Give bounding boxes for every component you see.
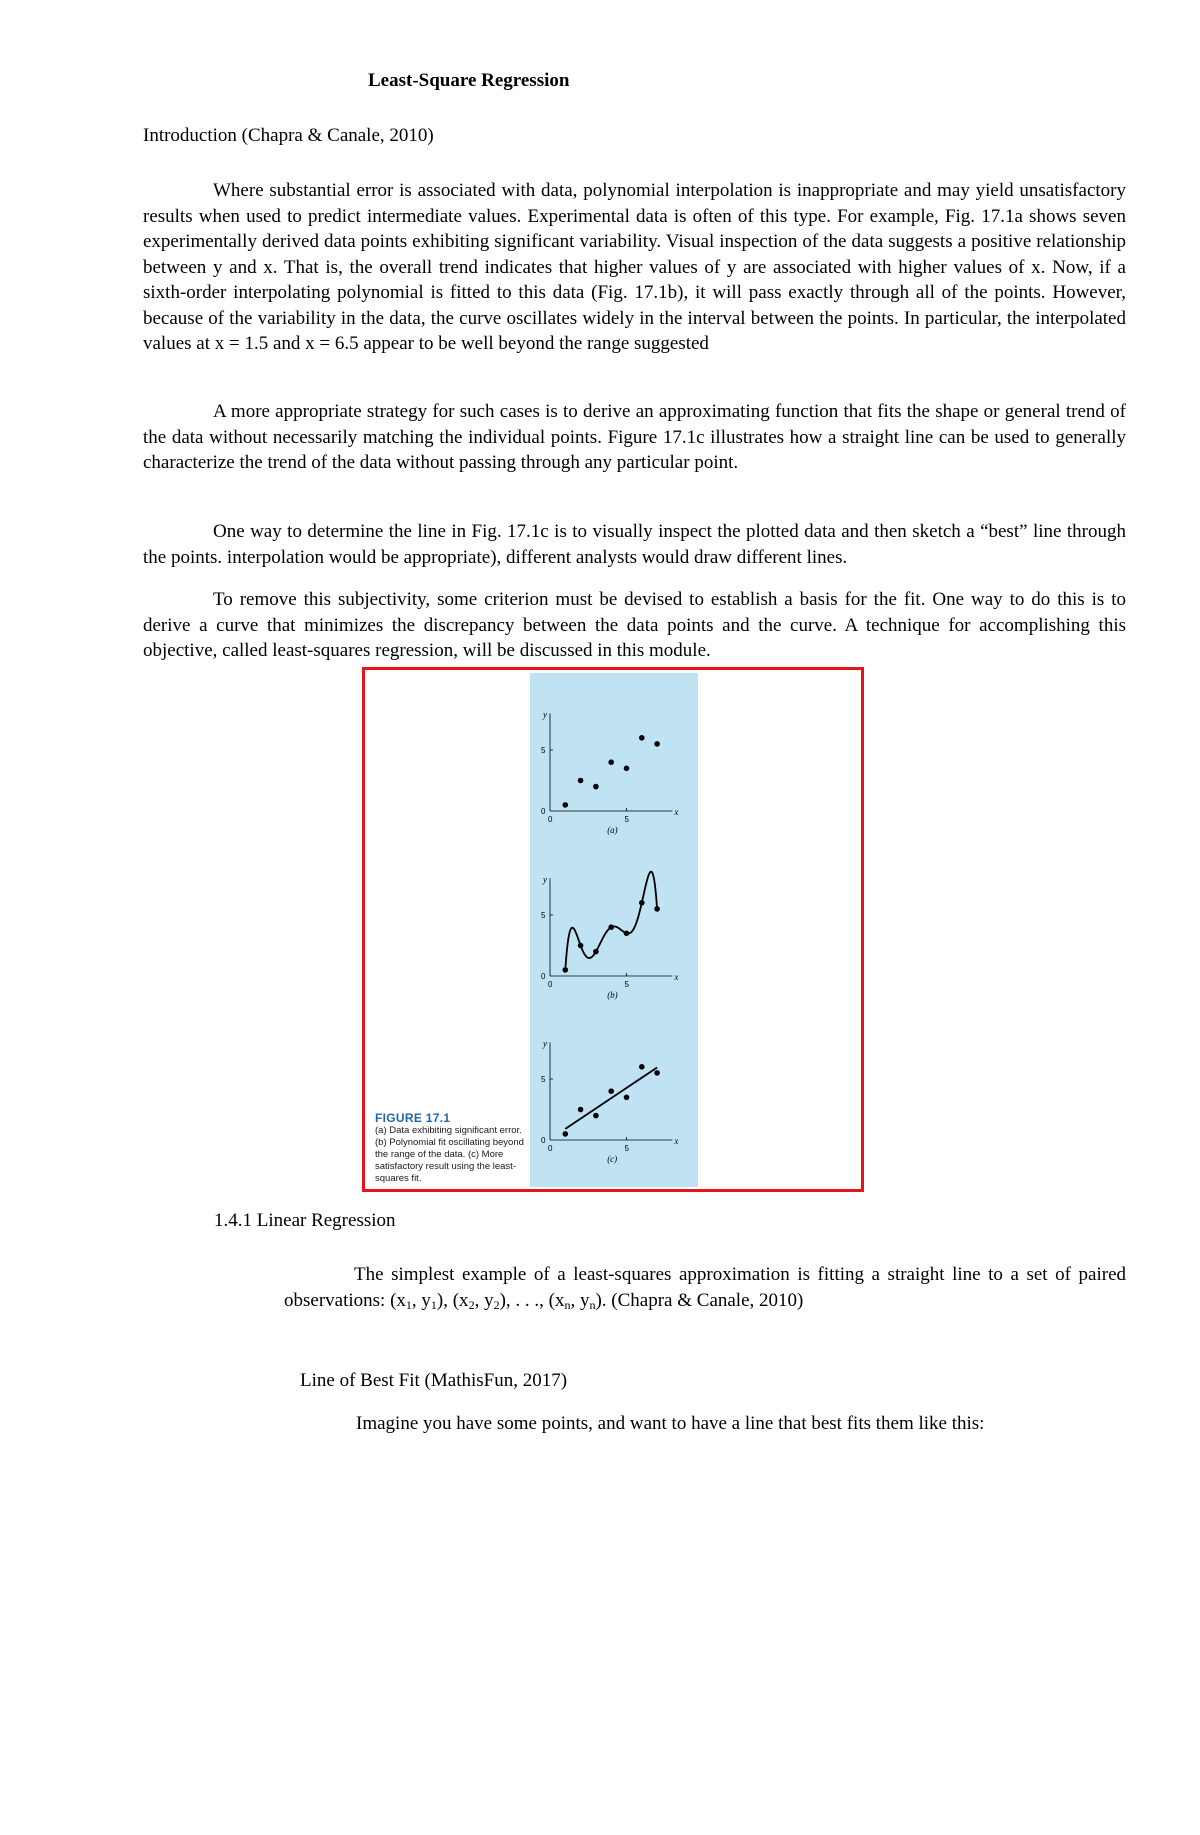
figure-panel xyxy=(530,673,698,1187)
intro-heading: Introduction (Chapra & Canale, 2010) xyxy=(143,125,434,146)
linear-regression-paragraph: The simplest example of a least-squares approximation is fitting a straight line to a set of paired observations: ($x_1$, $y_1$), ($x_2$, $y_2$), . . ., ($x_n$, $y_n$). (Chapra & Canale, 2010) xyxy=(284,1264,1126,1312)
paragraph-2: A more appropriate strategy for such cases is to derive an approximating function that fits the shape or general trend of the data without necessarily matching the individual points. Figure 17.1c illustrates how a straight line can be used to generally characterize the trend of the data without passing through any particular point. xyxy=(143,401,1126,473)
data-point xyxy=(578,943,584,949)
data-point xyxy=(608,1088,614,1094)
panel-label: (c) xyxy=(607,1154,618,1164)
x-tick-label: 0 xyxy=(548,980,553,989)
y-tick-label: 5 xyxy=(541,911,546,920)
data-point xyxy=(639,735,645,741)
y-tick-label: 0 xyxy=(541,1136,546,1145)
data-point xyxy=(578,1107,584,1113)
y-axis-label: y xyxy=(543,874,547,885)
paragraph-3: One way to determine the line in Fig. 17.1c is to visually inspect the plotted data and then sketch a “best” line through the points. interpolation would be appropriate), different analysts would draw different lines. xyxy=(143,521,1126,568)
data-point xyxy=(654,741,660,747)
panel-label: (a) xyxy=(607,825,618,835)
section-heading: 1.4.1 Linear Regression xyxy=(214,1210,396,1231)
x-axis-label: x xyxy=(674,1136,679,1146)
data-point xyxy=(654,1070,660,1076)
figure-caption-text: (a) Data exhibiting significant error. (b) Polynomial fit oscillating beyond the range of the data. (c) More satisfactory result using the least-squares fit. xyxy=(375,1125,524,1184)
data-point xyxy=(624,1095,630,1101)
x-tick-label: 0 xyxy=(548,1144,553,1153)
data-point xyxy=(639,1064,645,1070)
figure-17-1 xyxy=(362,667,864,1192)
y-tick-label: 5 xyxy=(541,746,546,755)
x-tick-label: 5 xyxy=(624,815,629,824)
data-point xyxy=(563,802,569,808)
x-tick-label: 0 xyxy=(548,815,553,824)
data-point xyxy=(593,784,599,790)
page-title: Least-Square Regression xyxy=(368,70,570,91)
data-point xyxy=(624,931,630,937)
y-axis-label: y xyxy=(543,709,547,720)
data-point xyxy=(608,759,614,765)
line-of-best-fit-heading: Line of Best Fit (MathisFun, 2017) xyxy=(300,1370,568,1391)
data-point xyxy=(654,906,660,912)
least-squares-line xyxy=(565,1067,657,1128)
x-axis-label: x xyxy=(674,807,679,817)
data-point xyxy=(593,1113,599,1119)
figure-plots xyxy=(530,673,698,1187)
figure-caption xyxy=(375,1111,525,1185)
x-tick-label: 5 xyxy=(624,980,629,989)
paragraph-4: To remove this subjectivity, some criterion must be devised to establish a basis for the fit. One way to do this is to derive a curve that minimizes the discrepancy between the data points and the curve. A technique for accomplishing this objective, called least-squares regression, will be discussed in this module. xyxy=(143,589,1126,661)
x-axis-label: x xyxy=(674,972,679,982)
panel-label: (b) xyxy=(607,990,618,1000)
x-tick-label: 5 xyxy=(624,1144,629,1153)
data-point xyxy=(639,900,645,906)
y-tick-label: 5 xyxy=(541,1075,546,1084)
polynomial-curve xyxy=(565,872,657,970)
data-point xyxy=(608,924,614,930)
y-tick-label: 0 xyxy=(541,807,546,816)
data-point xyxy=(563,967,569,973)
y-axis-label: y xyxy=(543,1038,547,1049)
imagine-paragraph: Imagine you have some points, and want to have a line that best fits them like this: xyxy=(356,1413,985,1434)
y-tick-label: 0 xyxy=(541,972,546,981)
data-point xyxy=(578,778,584,784)
data-point xyxy=(624,766,630,772)
data-point xyxy=(593,949,599,955)
data-point xyxy=(563,1131,569,1137)
figure-caption-title: FIGURE 17.1 xyxy=(375,1111,451,1125)
paragraph-1: Where substantial error is associated with data, polynomial interpolation is inappropriate and may yield unsatisfactory results when used to predict intermediate values. Experimental data is often of this type. For example, Fig. 17.1a shows seven experimentally derived data points exhibiting significant variability. Visual inspection of the data suggests a positive relationship between y and x. That is, the overall trend indicates that higher values of y are associated with higher values of x. Now, if a sixth-order interpolating polynomial is fitted to this data (Fig. 17.1b), it will pass exactly through all of the points. However, because of the variability in the data, the curve oscillates widely in the interval between the points. In particular, the interpolated values at x = 1.5 and x = 6.5 appear to be well beyond the range suggested xyxy=(143,180,1126,354)
